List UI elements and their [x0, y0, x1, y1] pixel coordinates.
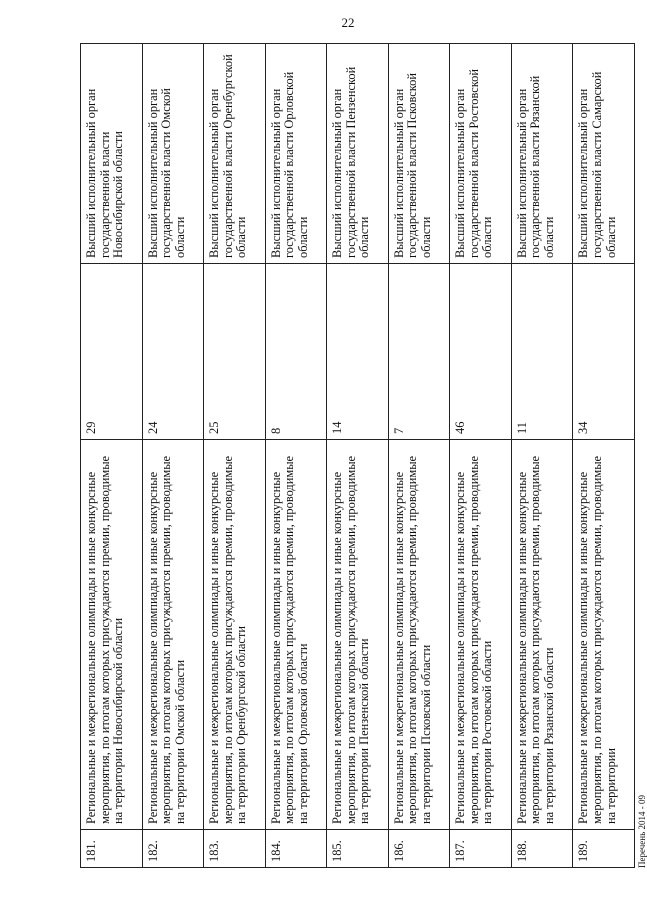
- event-count: 7: [388, 264, 450, 440]
- organizer-body: Высший исполнительный орган государственной власти Оренбургской области: [204, 44, 266, 264]
- event-count: 29: [81, 264, 143, 440]
- row-number: 185.: [327, 830, 389, 868]
- event-count: 11: [511, 264, 573, 440]
- event-name: Региональные и межрегиональные олимпиады и иные конкурсные мероприятия, по итогам которых присуждаются премии, проводимые на территории Орловской области: [265, 440, 327, 830]
- table-row: [142, 44, 204, 868]
- organizer-body: Высший исполнительный орган государственной власти Орловской области: [265, 44, 327, 264]
- event-name: Региональные и межрегиональные олимпиады и иные конкурсные мероприятия, по итогам которых присуждаются премии, проводимые на территории: [573, 440, 635, 830]
- row-number: 189.: [573, 830, 635, 868]
- row-number: 186.: [388, 830, 450, 868]
- table-row: [573, 44, 635, 868]
- row-number: 183.: [204, 830, 266, 868]
- event-name: Региональные и межрегиональные олимпиады и иные конкурсные мероприятия, по итогам которых присуждаются премии, проводимые на территории Рязанской области: [511, 440, 573, 830]
- event-name: Региональные и межрегиональные олимпиады и иные конкурсные мероприятия, по итогам которых присуждаются премии, проводимые на территории Новосибирской области: [81, 440, 143, 830]
- event-count: 34: [573, 264, 635, 440]
- event-count: 8: [265, 264, 327, 440]
- table-row: [81, 44, 143, 868]
- table-row: [388, 44, 450, 868]
- organizer-body: Высший исполнительный орган государственной власти Ростовской области: [450, 44, 512, 264]
- row-number: 188.: [511, 830, 573, 868]
- rotated-document-page: [80, 4, 647, 868]
- organizer-body: Высший исполнительный орган государственной власти Омской области: [142, 44, 204, 264]
- organizer-body: Высший исполнительный орган государственной власти Новосибирской области: [81, 44, 143, 264]
- table-row: [327, 44, 389, 868]
- event-count: 14: [327, 264, 389, 440]
- organizer-body: Высший исполнительный орган государственной власти Самарской области: [573, 44, 635, 264]
- event-name: Региональные и межрегиональные олимпиады и иные конкурсные мероприятия, по итогам которых присуждаются премии, проводимые на территории Оренбургской области: [204, 440, 266, 830]
- table-row: [450, 44, 512, 868]
- table-row: [265, 44, 327, 868]
- organizer-body: Высший исполнительный орган государственной власти Псковской области: [388, 44, 450, 264]
- row-number: 187.: [450, 830, 512, 868]
- table-row: [511, 44, 573, 868]
- page-number: 22: [341, 15, 355, 30]
- row-number: 182.: [142, 830, 204, 868]
- event-name: Региональные и межрегиональные олимпиады и иные конкурсные мероприятия, по итогам которых присуждаются премии, проводимые на территории Пензенской области: [327, 440, 389, 830]
- event-name: Региональные и межрегиональные олимпиады и иные конкурсные мероприятия, по итогам которых присуждаются премии, проводимые на территории Омской области: [142, 440, 204, 830]
- event-name: Региональные и межрегиональные олимпиады и иные конкурсные мероприятия, по итогам которых присуждаются премии, проводимые на территории Псковской области: [388, 440, 450, 830]
- event-count: 24: [142, 264, 204, 440]
- event-name: Региональные и межрегиональные олимпиады и иные конкурсные мероприятия, по итогам которых присуждаются премии, проводимые на территории Ростовской области: [450, 440, 512, 830]
- event-count: 46: [450, 264, 512, 440]
- footer-note: Перечень 2014 - 09: [637, 795, 647, 868]
- row-number: 184.: [265, 830, 327, 868]
- event-count: 25: [204, 264, 266, 440]
- organizer-body: Высший исполнительный орган государственной власти Пензенской области: [327, 44, 389, 264]
- organizer-body: Высший исполнительный орган государственной власти Рязанской области: [511, 44, 573, 264]
- row-number: 181.: [81, 830, 143, 868]
- olympiad-list-table: [80, 43, 635, 868]
- table-row: [204, 44, 266, 868]
